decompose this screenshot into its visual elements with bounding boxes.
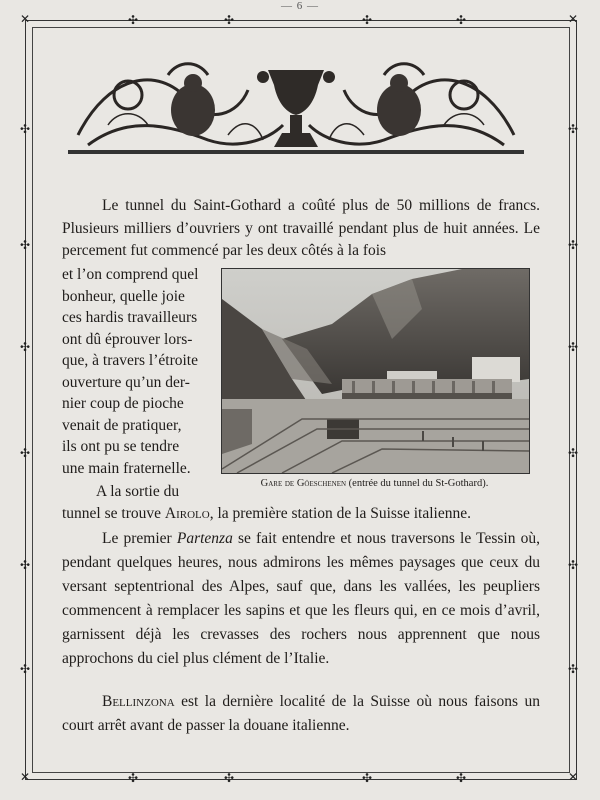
text-line: une main fraternelle. bbox=[62, 459, 191, 477]
text-line: bonheur, quelle joie bbox=[62, 287, 185, 305]
text-segment: est la dernière localité de la Suisse où nous faisons un court arrêt avant de passer la douane italienne. bbox=[62, 693, 540, 734]
border-ornament: ✣ bbox=[568, 558, 579, 572]
border-ornament: ✣ bbox=[362, 771, 373, 785]
border-ornament: ✣ bbox=[362, 13, 373, 27]
border-ornament: ✣ bbox=[128, 13, 139, 27]
caption-detail: (entrée du tunnel du St-Gothard). bbox=[346, 478, 489, 489]
border-ornament: ✣ bbox=[20, 340, 31, 354]
border-ornament: ✣ bbox=[568, 122, 579, 136]
text-segment: , la première station de la Suisse italienne. bbox=[209, 505, 471, 522]
text-segment: tunnel se trouve bbox=[62, 505, 165, 522]
border-ornament: ✣ bbox=[20, 122, 31, 136]
text-line: ils ont pu se tendre bbox=[62, 438, 180, 455]
paragraph-tunnel-intro bbox=[62, 195, 540, 263]
border-ornament: ✣ bbox=[456, 13, 467, 27]
border-ornament: ✣ bbox=[128, 771, 139, 785]
decorative-headpiece bbox=[68, 55, 524, 160]
caption-title: Gare de Göeschenen bbox=[260, 478, 347, 489]
text-line: francs. Plusieurs milliers d’ouvriers y ont travaillé pendant plus de bbox=[62, 197, 541, 237]
text-segment: Le premier bbox=[102, 530, 177, 547]
border-ornament: ✣ bbox=[224, 771, 235, 785]
page-number: — 6 — bbox=[281, 0, 319, 12]
border-ornament: ✣ bbox=[568, 446, 579, 460]
text-line: et l’on comprend quel bbox=[62, 266, 199, 283]
text-segment: se fait entendre et nous traversons le Tessin où, pendant quelques heures, nous admirons les mêmes paysages que ceux du versant septentrional des Alpes, sauf que, dans les vallées, les peupliers commencent à remplacer les sapins et que les fleurs qui, en ce mois d’avril, garnissent déjà les crevasses des rochers nous apprennent que nous approchons du ciel plus clément de l’Italie. bbox=[62, 530, 540, 667]
border-ornament: ✣ bbox=[568, 340, 579, 354]
text-line: ont dû éprouver lors- bbox=[62, 330, 193, 348]
text-line bbox=[62, 503, 540, 526]
photo-goeschenen-station bbox=[221, 268, 530, 474]
text-line: Le tunnel du Saint-Gothard a coûté plus de 50 millions de bbox=[102, 197, 492, 214]
border-ornament: ✣ bbox=[20, 558, 31, 572]
paragraph-beside-photo bbox=[62, 264, 212, 479]
border-ornament: ✣ bbox=[224, 13, 235, 27]
corner-ornament: ✕ bbox=[20, 12, 31, 26]
text-line: venait de pratiquer, bbox=[62, 416, 182, 434]
border-ornament: ✣ bbox=[20, 662, 31, 676]
place-name: Bellinzona bbox=[102, 693, 175, 710]
place-name: Airolo bbox=[164, 505, 210, 522]
text-line: nier coup de pioche bbox=[62, 395, 184, 412]
corner-ornament: ✕ bbox=[568, 770, 579, 784]
corner-ornament: ✕ bbox=[568, 12, 579, 26]
border-ornament: ✣ bbox=[568, 662, 579, 676]
text-line: ces hardis travailleurs bbox=[62, 309, 198, 326]
text-line: ouverture qu’un der- bbox=[62, 373, 190, 391]
text-line: huit années. Le percement fut commencé par les deux côtés à la fois bbox=[62, 219, 541, 259]
border-ornament: ✣ bbox=[568, 238, 579, 252]
photo-caption bbox=[221, 478, 528, 489]
corner-ornament: ✕ bbox=[20, 770, 31, 784]
paragraph-tessin bbox=[62, 527, 540, 671]
paragraph-bellinzona bbox=[62, 690, 540, 738]
station-photo-illustration bbox=[222, 269, 529, 473]
border-ornament: ✣ bbox=[20, 446, 31, 460]
emphasized-word: Partenza bbox=[176, 530, 233, 547]
text-line: que, à travers l’étroite bbox=[62, 352, 198, 369]
border-ornament: ✣ bbox=[456, 771, 467, 785]
border-ornament: ✣ bbox=[20, 238, 31, 252]
text-line: A la sortie du bbox=[96, 483, 180, 500]
